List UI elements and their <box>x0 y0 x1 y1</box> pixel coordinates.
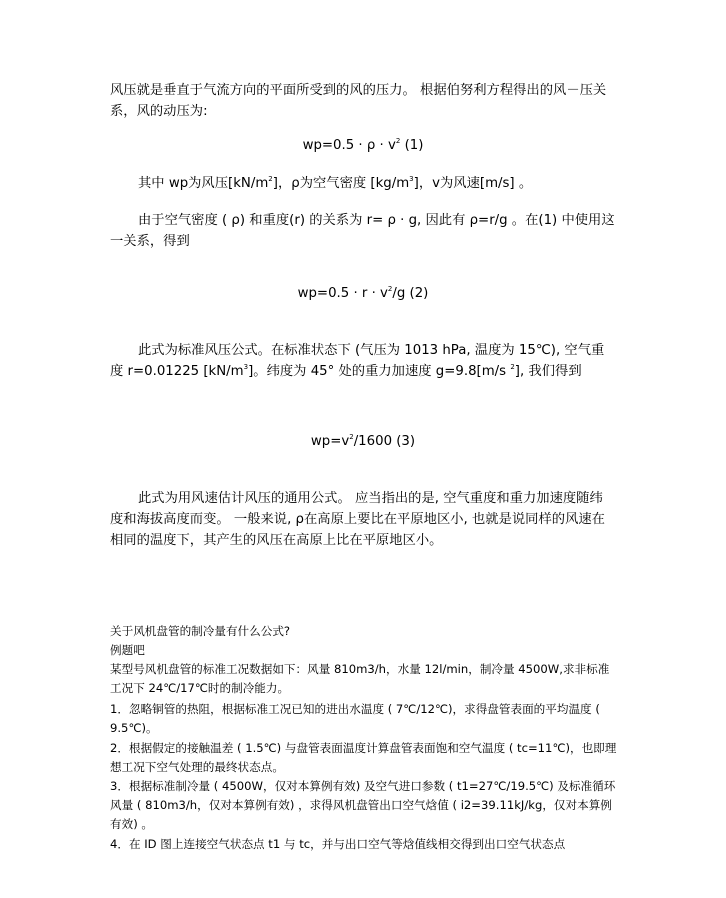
p4-part-a: 此式为标准风压公式。在标准状态下 (气压为 1013 hPa, 温度为 15℃), 空气重度 r=0.01225 [kN/m <box>110 343 605 379</box>
paragraph-standard-formula <box>110 340 616 382</box>
p4-part-b: ]。纬度为 45° 处的重力加速度 g=9.8[m/s <box>248 364 511 379</box>
equation-2-lhs: wp=0.5 · r · v <box>297 286 388 301</box>
p4-sup-2: 2 <box>510 363 515 371</box>
equation-3-lhs: wp=v <box>310 434 350 449</box>
step-3: 3．根据标准制冷量 ( 4500W，仅对本算例有效) 及空气进口参数 ( t1=27℃/19.5℃) 及标准循环风量 ( 810m3/h，仅对本算例有效) ，求得风机盘管出口空气焓值 ( i2=39.11kJ/kg，仅对本算例有效) 。 <box>110 779 616 831</box>
p2-sup-2: 3 <box>409 175 414 183</box>
paragraph-variable-definitions <box>110 173 616 194</box>
equation-3 <box>0 432 726 452</box>
step-2: 2．根据假定的接触温差 ( 1.5℃) 与盘管表面温度计算盘管表面饱和空气温度 ( tc=11℃)，也即理想工况下空气处理的最终状态点。 <box>110 741 617 774</box>
equation-3-rest: /1600 (3) <box>353 434 416 449</box>
equation-1 <box>0 136 726 156</box>
equation-1-number: (1) <box>400 138 424 153</box>
paragraph-general-formula: 此式为用风速估计风压的通用公式。 应当指出的是, 空气重度和重力加速度随纬度和海拔高度而变。 一般来说, ρ在高原上要比在平原地区小, 也就是说同样的风速在相同的温度下，其产生的风压在高原上比在平原地区小。 <box>110 491 605 548</box>
question-title: 关于风机盘管的制冷量有什么公式? <box>110 624 291 638</box>
p2-part-b: ]，ρ为空气密度 [kg/m <box>272 176 410 191</box>
question-intro: 某型号风机盘管的标准工况数据如下：风量 810m3/h，水量 12l/min，制冷量 4500W,求非标准工况下 24℃/17℃时的制冷能力。 <box>110 662 610 695</box>
paragraph-wind-pressure-definition: 风压就是垂直于气流方向的平面所受到的风的压力。 根据伯努利方程得出的风－压关系，风的动压为: <box>110 83 607 119</box>
p2-part-a: 其中 wp为风压[kN/m <box>138 176 269 191</box>
p4-part-c: ], 我们得到 <box>514 364 582 379</box>
question-example: 例题吧 <box>110 643 145 657</box>
equation-3-exponent: 2 <box>349 433 354 441</box>
equation-2-exponent: 2 <box>387 285 393 293</box>
p2-part-c: ]，v为风速[m/s] 。 <box>413 176 533 191</box>
equation-1-exponent: 2 <box>395 137 401 145</box>
step-1: 1．忽略铜管的热阻，根据标准工况已知的进出水温度 ( 7℃/12℃)，求得盘管表面的平均温度 ( 9.5℃)。 <box>110 702 600 735</box>
p2-sup-1: 2 <box>268 175 273 183</box>
equation-2-rest: /g (2) <box>392 286 429 301</box>
p4-sup-1: 3 <box>243 363 249 371</box>
equation-2 <box>0 284 726 304</box>
step-4: 4．在 ID 图上连接空气状态点 t1 与 tc，并与出口空气等焓值线相交得到出口空气状态点 <box>110 837 566 851</box>
paragraph-density-relation: 由于空气密度 ( ρ) 和重度(r) 的关系为 r= ρ · g, 因此有 ρ=r/g 。在(1) 中使用这一关系，得到 <box>110 213 615 249</box>
equation-1-lhs: wp=0.5 · ρ · v <box>302 138 396 153</box>
